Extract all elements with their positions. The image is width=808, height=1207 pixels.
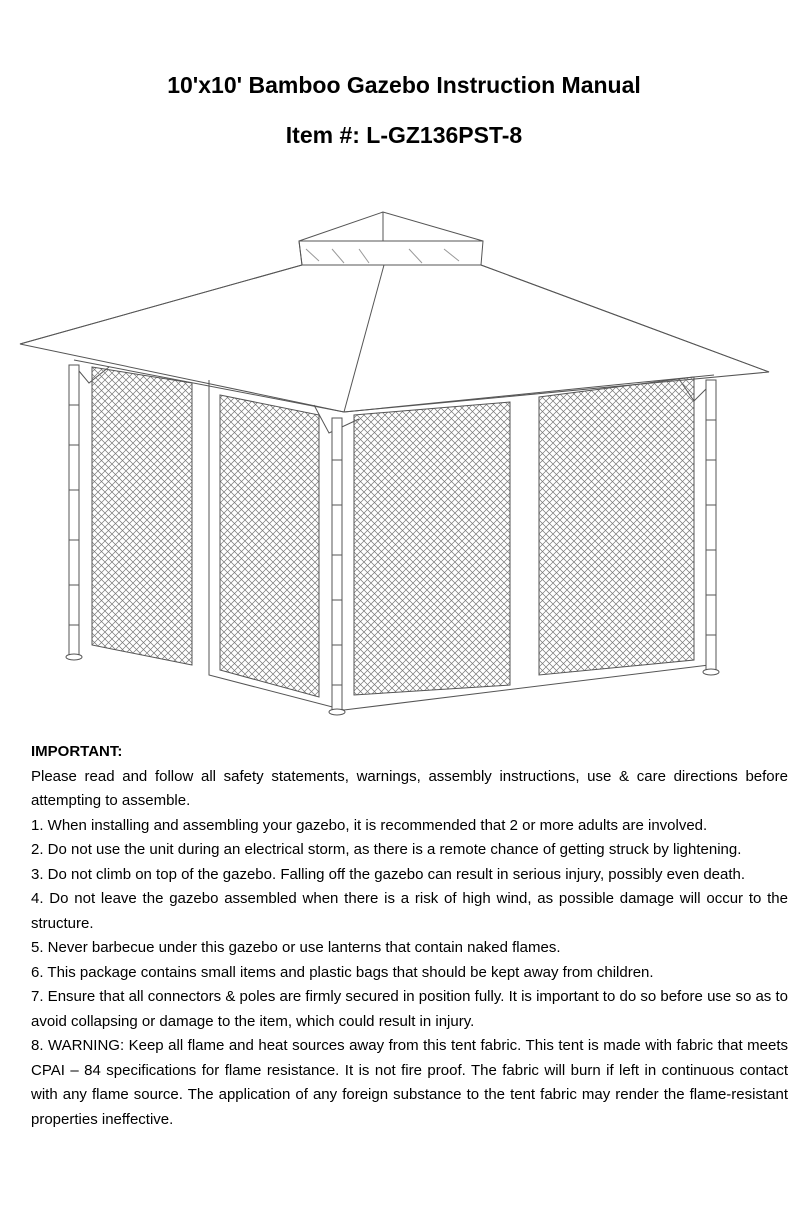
instruction-item: 6. This package contains small items and plastic bags that should be kept away from children. (31, 963, 654, 981)
important-intro: Please read and follow all safety statements, warnings, assembly instructions, use & care directions before attempting to assemble. (31, 767, 788, 809)
item-number: Item #: L-GZ136PST-8 (285, 122, 523, 148)
instruction-item: 3. Do not climb on top of the gazebo. Falling off the gazebo can result in serious injury, possibly even death. (31, 865, 746, 883)
instruction-item: 4. Do not leave the gazebo assembled when there is a risk of high wind, as possible damage will occur to the structure. (31, 890, 788, 932)
important-section (31, 740, 788, 1132)
important-heading: IMPORTANT: (31, 743, 123, 760)
instruction-item: 7. Ensure that all connectors & poles are firmly secured in position fully. It is important to do so before use so as to avoid collapsing or damage to the item, which could result in injury. (31, 988, 788, 1030)
instruction-item: 2. Do not use the unit during an electrical storm, as there is a remote chance of getting struck by lightening. (31, 841, 742, 858)
instruction-item: 5. Never barbecue under this gazebo or use lanterns that contain naked flames. (31, 939, 561, 956)
instruction-item: 1. When installing and assembling your gazebo, it is recommended that 2 or more adults are involved. (31, 816, 708, 834)
manual-title: 10'x10' Bamboo Gazebo Instruction Manual (167, 72, 641, 98)
instruction-item: 8. WARNING: Keep all flame and heat sources away from this tent fabric. This tent is made with fabric that meets CPAI – 84 specifications for flame resistance. It is not fire proof. The fabric will burn if left in continuous contact with any flame source. The application of any foreign substance to the tent fabric may render the flame-resistant properties ineffective. (31, 1037, 788, 1128)
gazebo-illustration-icon (14, 205, 774, 720)
